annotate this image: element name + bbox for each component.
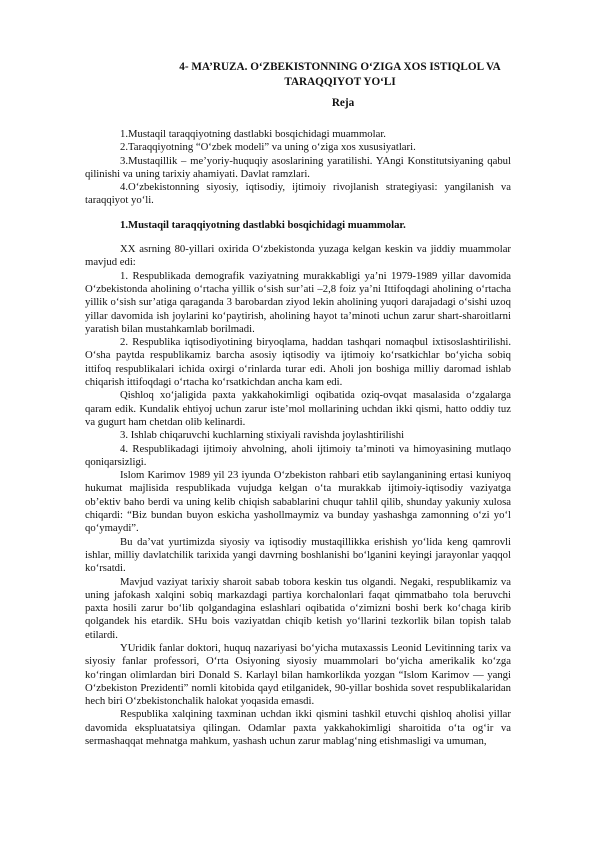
section-heading: 1.Mustaqil taraqqiyotning dastlabki bosqichidagi muammolar.	[120, 218, 406, 231]
paragraph: Islom Karimov 1989 yil 23 iyunda O‘zbekiston rahbari etib saylanganining ertasi kuniyoq hukumat majlisida respublikada vujudga kelgan o‘ta murakkab ijtimoiy-iqtisodiy vaziyatga ob’ektiv baho berdi va uning kelib chiqish sabablarini chuqur tahlil qilib, shunday yakuniy xulosa chiqardi: “Biz bundan buyon eskicha yashollmaymiz va bunday yashashga zamonning o‘zi yo‘l qo‘ymaydi”.	[85, 469, 511, 535]
paragraph: XX asrning 80-yillari oxirida O‘zbekistonda yuzaga kelgan keskin va jiddiy muammolar mavjud edi:	[85, 243, 511, 269]
plan-item: 1.Mustaqil taraqqiyotning dastlabki bosqichidagi muammolar.	[120, 128, 386, 140]
paragraph: Bu da’vat yurtimizda siyosiy va iqtisodiy mustaqillikka erishish yo‘lida keng qamrovli ishlar, milliy davlatchilik tarixida yangi davrning boshlanishi bo‘lganini keyingi jarayonlar yaqqol ko‘rsatdi.	[85, 535, 511, 575]
plan-item: 2.Taraqqiyotning “O‘zbek modeli” va uning o‘ziga xos xususiyatlari.	[120, 141, 416, 154]
paragraph: Respublika xalqining taxminan uchdan ikki qismini tashkil etuvchi qishloq aholisi yillar davomida ekspluatatsiya qilingan. Odamlar paxta yakkahokimligi sharoitida o‘ta og‘ir va sermashaqqat mehnatga mahkum, yashash uchun zarur mablag‘ning etishmasligi va umuman,	[85, 708, 511, 748]
paragraph: 3. Ishlab chiqaruvchi kuchlarning stixiyali ravishda joylashtirilishi	[120, 429, 405, 442]
plan-heading: Reja	[331, 97, 355, 109]
paragraph: YUridik fanlar doktori, huquq nazariyasi bo‘yicha mutaxassis Leonid Levitinning tarix va siyosiy fanlar professori, O‘rta Osiyoning siyosiy muammolari bo‘yicha amerikalik ko‘zga ko‘ringan olimlardan biri Donald S. Karlayl bilan hamkorlikda yozgan “Islom Karimov — yangi O‘zbekiston Prezidenti” nomli kitobida qayd etilganidek, 90-yillar boshida sovet respublikalaridan hech biri O‘zbekistonchalik halokat yoqasida emasdi.	[85, 641, 511, 708]
paragraph: 1. Respublikada demografik vaziyatning murakkabligi ya’ni 1979-1989 yillar davomida O‘zbekistonda aholining o‘rtacha yillik o‘sish sur’ati –2,8 foiz ya’ni Ittifoqdagi aholining o‘rtacha yillik o‘sish sur’atiga qaraganda 3 barobardan ziyod lekin aholining yuqori darajadagi o‘sishi uzoq yillar davomida ish joylarini ko‘paytirish, aholining hayot ta’minoti uchun zarur shart-sharoitlarni yaratish bilan mustahkamlab borilmadi.	[85, 269, 511, 335]
paragraph: Qishloq xo‘jaligida paxta yakkahokimligi oqibatida oziq-ovqat masalasida o‘zgalarga qaram edik. Kundalik ehtiyoj uchun zarur iste’mol mollarining uchdan ikki qismi, hatto oddiy tuz va gugurt ham chetdan olib kelinardi.	[85, 389, 511, 428]
plan-item: 3.Mustaqillik – me’yoriy-huquqiy asoslarining yaratilishi. YAngi Konstitutsiyaning qabul qilinishi va uning tarixiy ahamiyati. Davlat ramzlari.	[85, 154, 511, 180]
paragraph: Mavjud vaziyat tarixiy sharoit sabab tobora keskin tus olgandi. Negaki, respublikamiz va uning jafokash xalqini sobiq markazdagi partiya korchalonlari faqat qimmatbaho tola beruvchi paxta hosili zarur bo‘lib qolgandagina eslashlari oqibatida o‘zimizni boshi berk ko‘chaga kirib qolgandek his etardik. SHu bois vaziyatdan chiqib ketish yo‘llarini tezkorlik bilan topish talab etilardi.	[85, 575, 511, 641]
paragraph: 2. Respublika iqtisodiyotining biryoqlama, haddan tashqari nomaqbul ixtisoslashtirilishi. O‘sha paytda respublikamiz barcha asosiy iqtisodiy va ijtimoiy ko‘rsatkichlar bo‘yicha sobiq ittifoq respublikalari ichida oxirgi o‘rinlarda turar edi. Aholi jon boshiga milliy daromad ishlab chiqarish ittifoqdagi o‘rtacha ko‘rsatkichdan ancha kam edi.	[85, 336, 511, 389]
document-body	[85, 128, 511, 748]
paragraph: 4. Respublikadagi ijtimoiy ahvolning, aholi ijtimoiy ta’minoti va himoyasining mutlaqo qoniqarsizligi.	[85, 442, 511, 468]
lecture-title: 4- MA’RUZA. O‘ZBEKISTONNING O‘ZIGA XOS ISTIQLOL VA TARAQQIYOT YO‘LI	[179, 61, 501, 88]
plan-item: 4.O‘zbekistonning siyosiy, iqtisodiy, ijtimoiy rivojlanish strategiyasi: yangilanish va taraqqiyot yo‘li.	[85, 181, 511, 207]
